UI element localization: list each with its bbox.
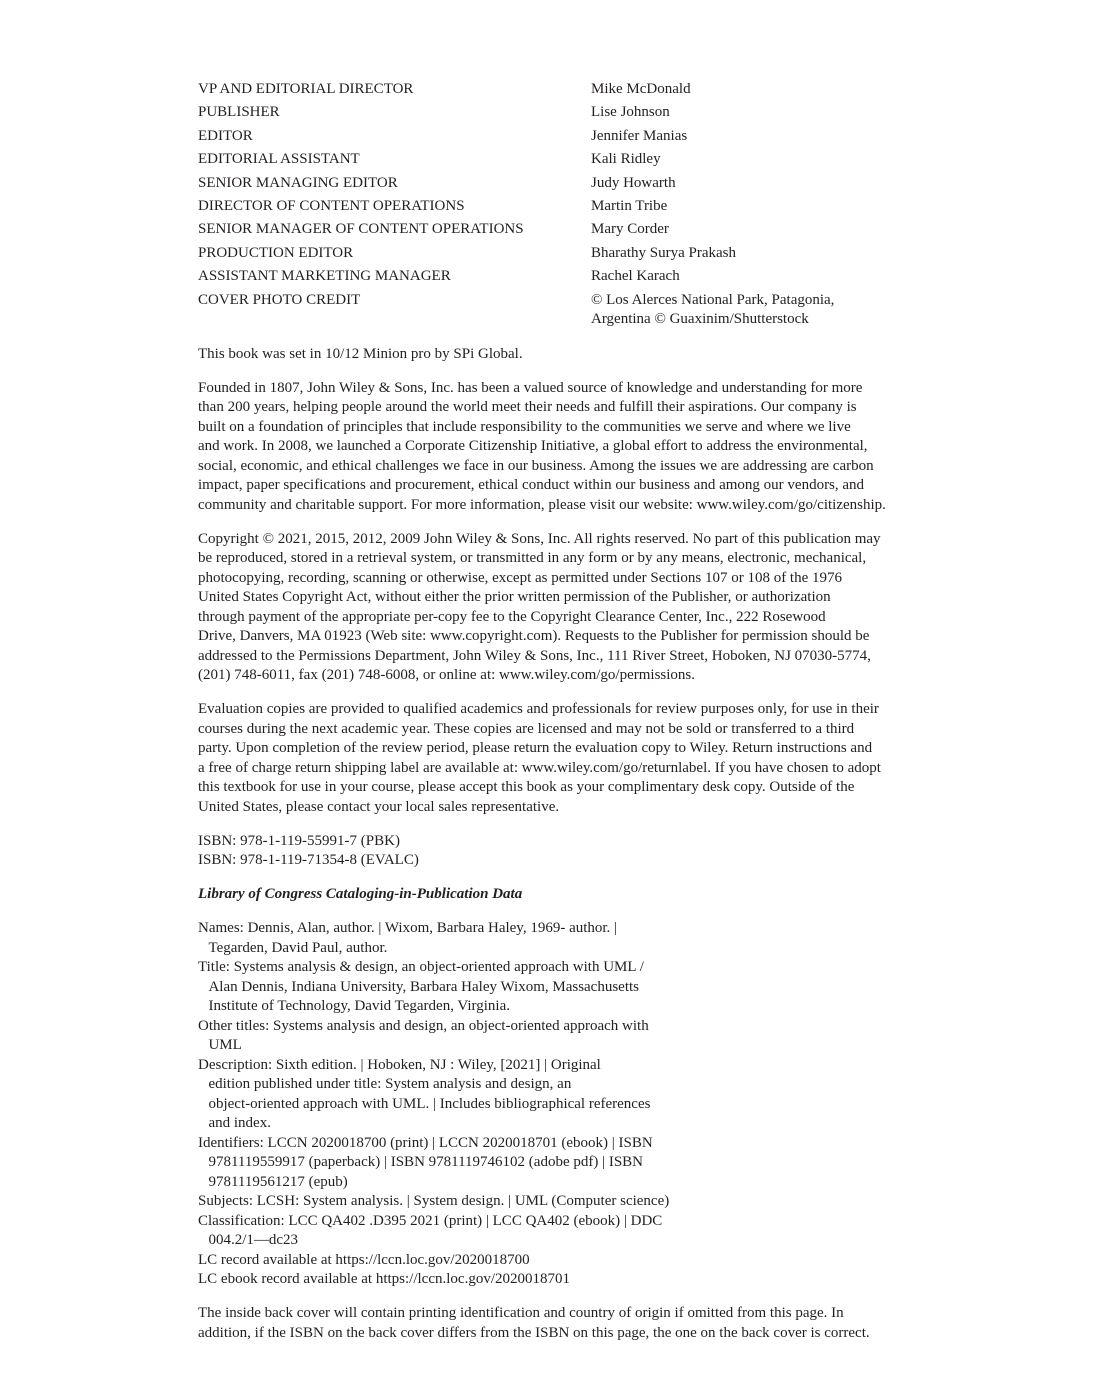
text-line: Library of Congress Cataloging-in-Publication Data	[198, 886, 523, 903]
credit-name	[591, 289, 834, 330]
credit-name-line: Judy Howarth	[591, 174, 676, 191]
credit-name-line: Jennifer Manias	[591, 127, 688, 144]
credit-row	[198, 195, 918, 218]
credit-name	[591, 148, 661, 171]
text-line: and work. In 2008, we launched a Corporate Citizenship Initiative, a global effort to address the environmental,	[198, 438, 868, 455]
continuation-line: >edition published under title: System analysis and design, an	[200, 1076, 572, 1093]
text-line: Subjects: LCSH: System analysis. | System design. | UML (Computer science)	[198, 1193, 670, 1210]
text-line: community and charitable support. For more information, please visit our website: www.wiley.com/go/citizenship.	[198, 496, 886, 513]
credit-name-line: Kali Ridley	[591, 151, 661, 168]
text-line: Founded in 1807, John Wiley & Sons, Inc. has been a valued source of knowledge and understanding for more	[198, 379, 863, 396]
continuation-line: >Tegarden, David Paul, author.	[200, 939, 388, 956]
text-line: social, economic, and ethical challenges we face in our business. Among the issues we are addressing are carbon	[198, 457, 874, 474]
text-line: (201) 748-6011, fax (201) 748-6008, or online at: www.wiley.com/go/permissions.	[198, 667, 695, 684]
continuation-line: >9781119559917 (paperback) | ISBN 9781119746102 (adobe pdf) | ISBN	[200, 1154, 644, 1171]
isbn-paragraph	[198, 832, 918, 871]
continuation-line: >object-oriented approach with UML. | Includes bibliographical references	[200, 1095, 651, 1112]
credit-role: DIRECTOR OF CONTENT OPERATIONS	[198, 198, 465, 215]
credit-name-line: Mike McDonald	[591, 81, 691, 97]
continuation-line: >and index.	[200, 1115, 271, 1132]
credit-name	[591, 101, 670, 124]
credit-name-line: Rachel Karach	[591, 268, 680, 285]
credit-row	[198, 101, 918, 124]
text-line: a free of charge return shipping label are available at: www.wiley.com/go/returnlabel. If you have chosen to adopt	[198, 759, 881, 776]
continuation-line: >9781119561217 (epub)	[200, 1173, 348, 1190]
continuation-line: >004.2/1—dc23	[200, 1232, 299, 1249]
credit-row	[198, 289, 918, 330]
credit-name-line: © Los Alerces National Park, Patagonia,	[591, 291, 835, 308]
text-line: courses during the next academic year. These copies are licensed and may not be sold or transferred to a third	[198, 720, 855, 737]
credit-row	[198, 218, 918, 241]
credit-name-line: Martin Tribe	[591, 198, 668, 215]
credit-role: SENIOR MANAGING EDITOR	[198, 174, 398, 191]
text-line: than 200 years, helping people around the world meet their needs and fulfill their aspirations. Our company is	[198, 399, 857, 416]
credit-name	[591, 78, 691, 101]
text-line: LC record available at https://lccn.loc.gov/2020018700	[198, 1251, 530, 1268]
back-cover-note-paragraph	[198, 1304, 918, 1343]
cip-heading	[198, 885, 918, 905]
evaluation-paragraph	[198, 700, 918, 817]
credit-name	[591, 242, 736, 265]
continuation-line: >Alan Dennis, Indiana University, Barbara Haley Wixom, Massachusetts	[200, 978, 640, 995]
copyright-page	[198, 78, 918, 1343]
text-line: party. Upon completion of the review period, please return the evaluation copy to Wiley. Return instructions and	[198, 740, 873, 757]
text-line: This book was set in 10/12 Minion pro by SPi Global.	[198, 345, 523, 362]
text-line: United States, please contact your local sales representative.	[198, 798, 560, 815]
credit-name	[591, 172, 676, 195]
credit-name	[591, 125, 687, 148]
text-line: Evaluation copies are provided to qualified academics and professionals for review purposes only, for use in their	[198, 701, 879, 718]
credit-role: VP AND EDITORIAL DIRECTOR	[198, 81, 414, 97]
text-line: United States Copyright Act, without either the prior written permission of the Publisher, or authorization	[198, 589, 831, 606]
credit-row	[198, 78, 918, 101]
text-line: The inside back cover will contain printing identification and country of origin if omitted from this page. In	[198, 1305, 844, 1322]
copyright-paragraph	[198, 530, 918, 686]
staff-credits	[198, 78, 918, 330]
credit-role: PUBLISHER	[198, 104, 280, 121]
credit-row	[198, 125, 918, 148]
credit-row	[198, 242, 918, 265]
credit-name-line: Mary Corder	[591, 221, 669, 238]
credit-row	[198, 148, 918, 171]
cip-paragraph	[198, 919, 918, 1290]
text-line: Names: Dennis, Alan, author. | Wixom, Barbara Haley, 1969- author. |	[198, 920, 618, 937]
credit-role: EDITORIAL ASSISTANT	[198, 151, 360, 168]
credit-row	[198, 172, 918, 195]
text-line: ISBN: 978-1-119-71354-8 (EVALC)	[198, 852, 419, 869]
text-line: Copyright © 2021, 2015, 2012, 2009 John Wiley & Sons, Inc. All rights reserved. No part of this publication may	[198, 530, 881, 547]
text-line: Description: Sixth edition. | Hoboken, NJ : Wiley, [2021] | Original	[198, 1056, 601, 1073]
credit-name	[591, 195, 667, 218]
text-line: photocopying, recording, scanning or otherwise, except as permitted under Sections 107 or 108 of the 1976	[198, 569, 843, 586]
text-line: through payment of the appropriate per-copy fee to the Copyright Clearance Center, Inc., 222 Rosewood	[198, 608, 826, 625]
text-line: Classification: LCC QA402 .D395 2021 (print) | LCC QA402 (ebook) | DDC	[198, 1212, 663, 1229]
text-line: Other titles: Systems analysis and design, an object-oriented approach with	[198, 1017, 649, 1034]
text-line: addition, if the ISBN on the back cover differs from the ISBN on this page, the one on the back cover is correct.	[198, 1324, 870, 1341]
credit-role: PRODUCTION EDITOR	[198, 244, 354, 261]
text-line: impact, paper specifications and procurement, ethical conduct within our business and among our vendors, and	[198, 477, 865, 494]
continuation-line: >Institute of Technology, David Tegarden, Virginia.	[200, 998, 510, 1015]
text-line: Identifiers: LCCN 2020018700 (print) | LCCN 2020018701 (ebook) | ISBN	[198, 1134, 653, 1151]
credit-role: SENIOR MANAGER OF CONTENT OPERATIONS	[198, 221, 524, 238]
text-line: be reproduced, stored in a retrieval system, or transmitted in any form or by any means, electronic, mechanical,	[198, 550, 867, 567]
text-line: built on a foundation of principles that include responsibility to the communities we serve and where we live	[198, 418, 851, 435]
credit-role: ASSISTANT MARKETING MANAGER	[198, 268, 451, 285]
credit-role: EDITOR	[198, 127, 253, 144]
typeset-note-paragraph	[198, 345, 918, 365]
text-line: LC ebook record available at https://lccn.loc.gov/2020018701	[198, 1271, 570, 1288]
text-line: ISBN: 978-1-119-55991-7 (PBK)	[198, 832, 400, 849]
credit-name-line: Lise Johnson	[591, 104, 670, 121]
page-body	[198, 345, 918, 1344]
text-line: this textbook for use in your course, please accept this book as your complimentary desk copy. Outside of the	[198, 779, 855, 796]
citizenship-paragraph	[198, 379, 918, 516]
credit-name-line: Argentina © Guaxinim/Shutterstock	[591, 311, 809, 328]
credit-role: COVER PHOTO CREDIT	[198, 291, 361, 308]
credit-name	[591, 218, 669, 241]
credit-name-line: Bharathy Surya Prakash	[591, 244, 736, 261]
text-line: addressed to the Permissions Department, John Wiley & Sons, Inc., 111 River Street, Hoboken, NJ 07030-5774,	[198, 647, 871, 664]
credit-row	[198, 265, 918, 288]
credit-name	[591, 265, 680, 288]
continuation-line: >UML	[200, 1037, 242, 1054]
text-line: Drive, Danvers, MA 01923 (Web site: www.copyright.com). Requests to the Publisher for permission should be	[198, 628, 870, 645]
text-line: Title: Systems analysis & design, an object-oriented approach with UML /	[198, 959, 644, 976]
